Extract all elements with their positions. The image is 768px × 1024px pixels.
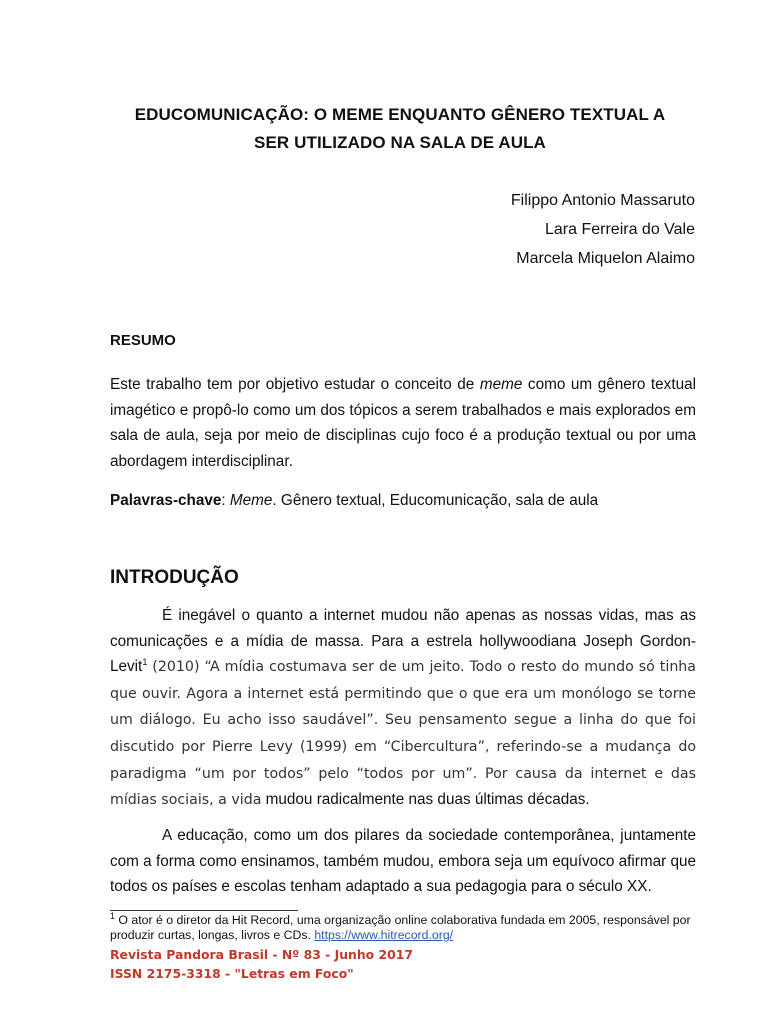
journal-info-line-1: Revista Pandora Brasil - Nº 83 - Junho 2017: [110, 947, 413, 962]
author-2: Lara Ferreira do Vale: [545, 221, 695, 238]
intro-paragraph-2: [110, 823, 696, 900]
footnote-number: 1: [110, 910, 116, 921]
footnote-ref: 1: [142, 657, 148, 668]
intro-p1-quote: (2010) “A mídia costumava ser de um jeito. Todo o resto do mundo só tinha que ouvir. Agora a internet está permitindo que o que era um monólogo se torne um diálogo. Eu acho isso saudável”. Seu pensamento segue a linha do que foi discutido por Pierre Levy (1999) em “Cibercultura”, referindo-se a mudança do paradigma “um por todos” pelo “todos por um”. Por causa da internet e das mídias sociais, a vida: [110, 659, 696, 809]
keywords-label: Palavras-chave: [110, 492, 222, 509]
title-line-2: SER UTILIZADO NA SALA DE AULA: [254, 133, 546, 152]
introduction-heading: INTRODUÇÃO: [110, 567, 239, 588]
intro-p1-part-c: mudou radicalmente nas duas últimas décadas.: [261, 791, 590, 809]
title-line-1: EDUCOMUNICAÇÃO: O MEME ENQUANTO GÊNERO TEXTUAL A: [134, 105, 666, 124]
footnote-link[interactable]: https://www.hitrecord.org/: [314, 928, 454, 942]
keywords-rest: . Gênero textual, Educomunicação, sala de aula: [272, 492, 599, 509]
author-3: Marcela Miquelon Alaimo: [516, 250, 695, 267]
keywords-line: [110, 492, 598, 510]
intro-p1-part-a: É inegável o quanto a internet mudou não apenas as nossas vidas, mas as comunicações e a mídia de massa. Para a estrela hollywoodiana Joseph Gordon-Levit: [110, 607, 696, 676]
journal-info-line-2: ISSN 2175-3318 - "Letras em Foco": [110, 966, 354, 981]
intro-paragraph-1: [110, 603, 696, 814]
abstract-text-start: Este trabalho tem por objetivo estudar o conceito de: [110, 376, 480, 393]
abstract-term-meme: meme: [479, 376, 523, 393]
intro-p2-text: A educação, como um dos pilares da sociedade contemporânea, juntamente com a forma como ensinamos, também mudou, embora seja um equívoco afirmar que todos os países e escolas tenham adaptado a sua pedagogia para o século XX.: [110, 827, 696, 896]
author-list: [511, 186, 695, 273]
keyword-meme: Meme: [229, 492, 273, 509]
abstract-text-end: como um gênero textual imagético e propô-lo como um dos tópicos a serem trabalhados e mais explorados em sala de aula, seja por meio de disciplinas cujo foco é a produção textual ou por uma abordagem interdisciplinar.: [110, 376, 696, 470]
footnote-divider: [110, 910, 298, 911]
footnote-text: O ator é o diretor da Hit Record, uma organização online colaborativa fundada em 2005, responsável por produzir curtas, longas, livros e CDs.: [110, 913, 691, 942]
keywords-colon: :: [221, 492, 230, 509]
abstract-heading: RESUMO: [110, 332, 176, 349]
abstract-text: [110, 372, 696, 474]
author-1: Filippo Antonio Massaruto: [510, 192, 695, 209]
paper-title: [90, 101, 710, 157]
footnote: [110, 910, 710, 943]
